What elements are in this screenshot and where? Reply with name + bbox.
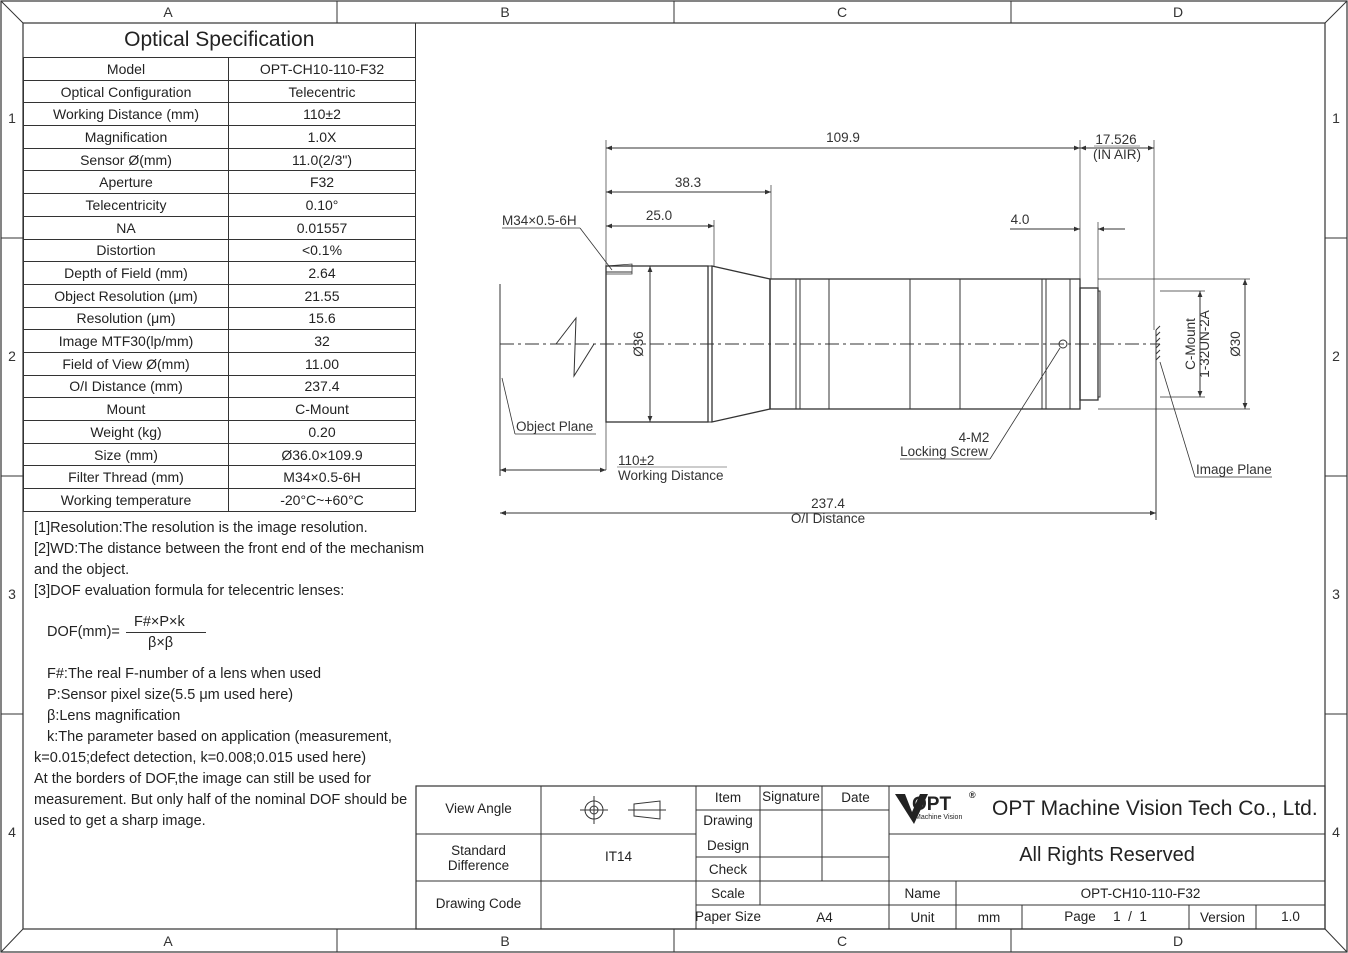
spec-value: <0.1% xyxy=(229,239,416,262)
col-label-c: C xyxy=(836,4,848,20)
note-magnification: β:Lens magnification xyxy=(47,708,181,724)
date-header: Date xyxy=(841,790,870,805)
registered-mark-icon: ® xyxy=(969,790,976,800)
spec-value: 2.64 xyxy=(229,262,416,285)
row-label-1-right: 1 xyxy=(1332,110,1340,126)
formula-denominator: β×β xyxy=(148,635,174,651)
name-label: Name xyxy=(904,886,941,901)
spec-value: C-Mount xyxy=(229,398,416,421)
item-header: Item xyxy=(714,790,742,805)
drawing-code-label: Drawing Code xyxy=(435,896,522,911)
dim-38: 38.3 xyxy=(674,175,702,190)
spec-label: Object Resolution (μm) xyxy=(24,284,229,307)
spec-label: Weight (kg) xyxy=(24,421,229,444)
dim-25: 25.0 xyxy=(645,208,673,223)
spec-label: Working Distance (mm) xyxy=(24,103,229,126)
spec-value: 237.4 xyxy=(229,375,416,398)
col-label-c-bottom: C xyxy=(836,933,848,949)
row-label-1: 1 xyxy=(8,110,16,126)
spec-value: Ø36.0×109.9 xyxy=(229,443,416,466)
spec-value: 15.6 xyxy=(229,307,416,330)
screw-count: 4-M2 xyxy=(958,430,990,445)
col-label-a: A xyxy=(163,4,173,20)
logo-text: OPT xyxy=(912,794,952,815)
formula-lhs: DOF(mm)= xyxy=(47,624,120,640)
spec-value: -20°C~+60°C xyxy=(229,489,416,512)
spec-value: M34×0.5-6H xyxy=(229,466,416,489)
spec-label: Working temperature xyxy=(24,489,229,512)
spec-value: OPT-CH10-110-F32 xyxy=(229,58,416,81)
drawing-row-label: Drawing xyxy=(703,813,753,828)
wd-value: 110±2 xyxy=(618,453,655,468)
col-label-b: B xyxy=(500,4,510,20)
dia-36-label: Ø36 xyxy=(631,331,646,357)
spec-label: Sensor Ø(mm) xyxy=(24,148,229,171)
note-k-line1: k:The parameter based on application (measurement, xyxy=(47,729,392,745)
spec-label: Distortion xyxy=(24,239,229,262)
spec-label: Magnification xyxy=(24,126,229,149)
spec-label: Depth of Field (mm) xyxy=(24,262,229,285)
projection-symbol xyxy=(580,796,666,824)
design-row-label: Design xyxy=(706,838,750,853)
row-label-2-right: 2 xyxy=(1332,348,1340,364)
note-resolution: [1]Resolution:The resolution is the image resolution. xyxy=(34,520,368,536)
spec-title: Optical Specification xyxy=(24,23,416,58)
spec-label: Resolution (μm) xyxy=(24,307,229,330)
note-wd-line2: and the object. xyxy=(34,562,130,578)
spec-value: Telecentric xyxy=(229,80,416,103)
dia-30-label: Ø30 xyxy=(1228,331,1243,357)
page-label: Page xyxy=(1064,909,1096,924)
paper-size-value: A4 xyxy=(816,910,833,925)
spec-label: Filter Thread (mm) xyxy=(24,466,229,489)
dim-total-length: 109.9 xyxy=(826,130,860,145)
check-row-label: Check xyxy=(708,862,748,877)
formula-numerator: F#×P×k xyxy=(134,614,185,630)
spec-label: Field of View Ø(mm) xyxy=(24,352,229,375)
company-name: OPT Machine Vision Tech Co., Ltd. xyxy=(992,797,1318,820)
note-k-line2: k=0.015;defect detection, k=0.008;0.015 used here) xyxy=(34,750,367,766)
standard-label-line2: Difference xyxy=(447,858,510,873)
spec-label: Image MTF30(lp/mm) xyxy=(24,330,229,353)
thread-label: M34×0.5-6H xyxy=(502,213,577,228)
spec-value: 1.0X xyxy=(229,126,416,149)
oi-label: O/I Distance xyxy=(790,511,866,526)
screw-label: Locking Screw xyxy=(900,444,988,459)
col-label-b-bottom: B xyxy=(500,933,510,949)
standard-label-line1: Standard xyxy=(451,843,506,858)
page-value: 1 / 1 xyxy=(1113,909,1147,924)
note-borders-line1: At the borders of DOF,the image can still be used for xyxy=(34,771,371,787)
oi-value: 237.4 xyxy=(811,496,845,511)
name-value: OPT-CH10-110-F32 xyxy=(1080,886,1201,901)
rights-text: All Rights Reserved xyxy=(1019,844,1195,866)
col-label-d: D xyxy=(1172,4,1184,20)
mount-thread-label: 1-32UN-2A xyxy=(1197,310,1212,378)
spec-label: O/I Distance (mm) xyxy=(24,375,229,398)
it-grade: IT14 xyxy=(604,849,632,864)
mount-label: C-Mount xyxy=(1183,318,1198,370)
unit-value: mm xyxy=(977,910,1001,925)
spec-value: 11.00 xyxy=(229,352,416,375)
spec-value: 11.0(2/3") xyxy=(229,148,416,171)
spec-value: 21.55 xyxy=(229,284,416,307)
signature-header: Signature xyxy=(762,789,820,804)
object-plane-label: Object Plane xyxy=(516,419,594,434)
version-value: 1.0 xyxy=(1281,909,1300,924)
spec-label: Telecentricity xyxy=(24,194,229,217)
col-label-d-bottom: D xyxy=(1172,933,1184,949)
row-label-2: 2 xyxy=(8,348,16,364)
spec-value: 0.10° xyxy=(229,194,416,217)
logo-subtitle: Machine Vision xyxy=(915,814,963,821)
row-label-4-right: 4 xyxy=(1332,824,1340,840)
image-plane-label: Image Plane xyxy=(1196,462,1272,477)
scale-label: Scale xyxy=(711,886,745,901)
note-fnumber: F#:The real F-number of a lens when used xyxy=(47,666,322,682)
spec-value: F32 xyxy=(229,171,416,194)
row-label-4: 4 xyxy=(8,824,16,840)
spec-label: Aperture xyxy=(24,171,229,194)
spec-value: 0.20 xyxy=(229,421,416,444)
unit-label: Unit xyxy=(910,910,935,925)
view-angle-label: View Angle xyxy=(445,801,512,816)
note-dof-heading: [3]DOF evaluation formula for telecentric lenses: xyxy=(34,583,345,599)
spec-value: 110±2 xyxy=(229,103,416,126)
spec-label: Optical Configuration xyxy=(24,80,229,103)
paper-size-label: Paper Size xyxy=(694,909,762,924)
spec-label: Model xyxy=(24,58,229,81)
spec-label: Size (mm) xyxy=(24,443,229,466)
row-label-3-right: 3 xyxy=(1332,586,1340,602)
col-label-a-bottom: A xyxy=(163,933,173,949)
dim-4: 4.0 xyxy=(1010,212,1030,227)
standard-difference-label xyxy=(416,843,541,873)
version-label: Version xyxy=(1199,910,1246,925)
note-pixel-size: P:Sensor pixel size(5.5 μm used here) xyxy=(47,687,294,703)
dim-flange-note: (IN AIR) xyxy=(1092,147,1142,162)
note-borders-line2: measurement. But only half of the nominal DOF should be xyxy=(34,792,408,808)
wd-label: Working Distance xyxy=(618,468,724,483)
note-borders-line3: used to get a sharp image. xyxy=(34,813,206,829)
spec-label: NA xyxy=(24,216,229,239)
spec-value: 0.01557 xyxy=(229,216,416,239)
row-label-3: 3 xyxy=(8,586,16,602)
spec-label: Mount xyxy=(24,398,229,421)
spec-value: 32 xyxy=(229,330,416,353)
note-wd-line1: [2]WD:The distance between the front end of the mechanism xyxy=(34,541,425,557)
dim-flange-distance: 17.526 xyxy=(1095,132,1137,147)
